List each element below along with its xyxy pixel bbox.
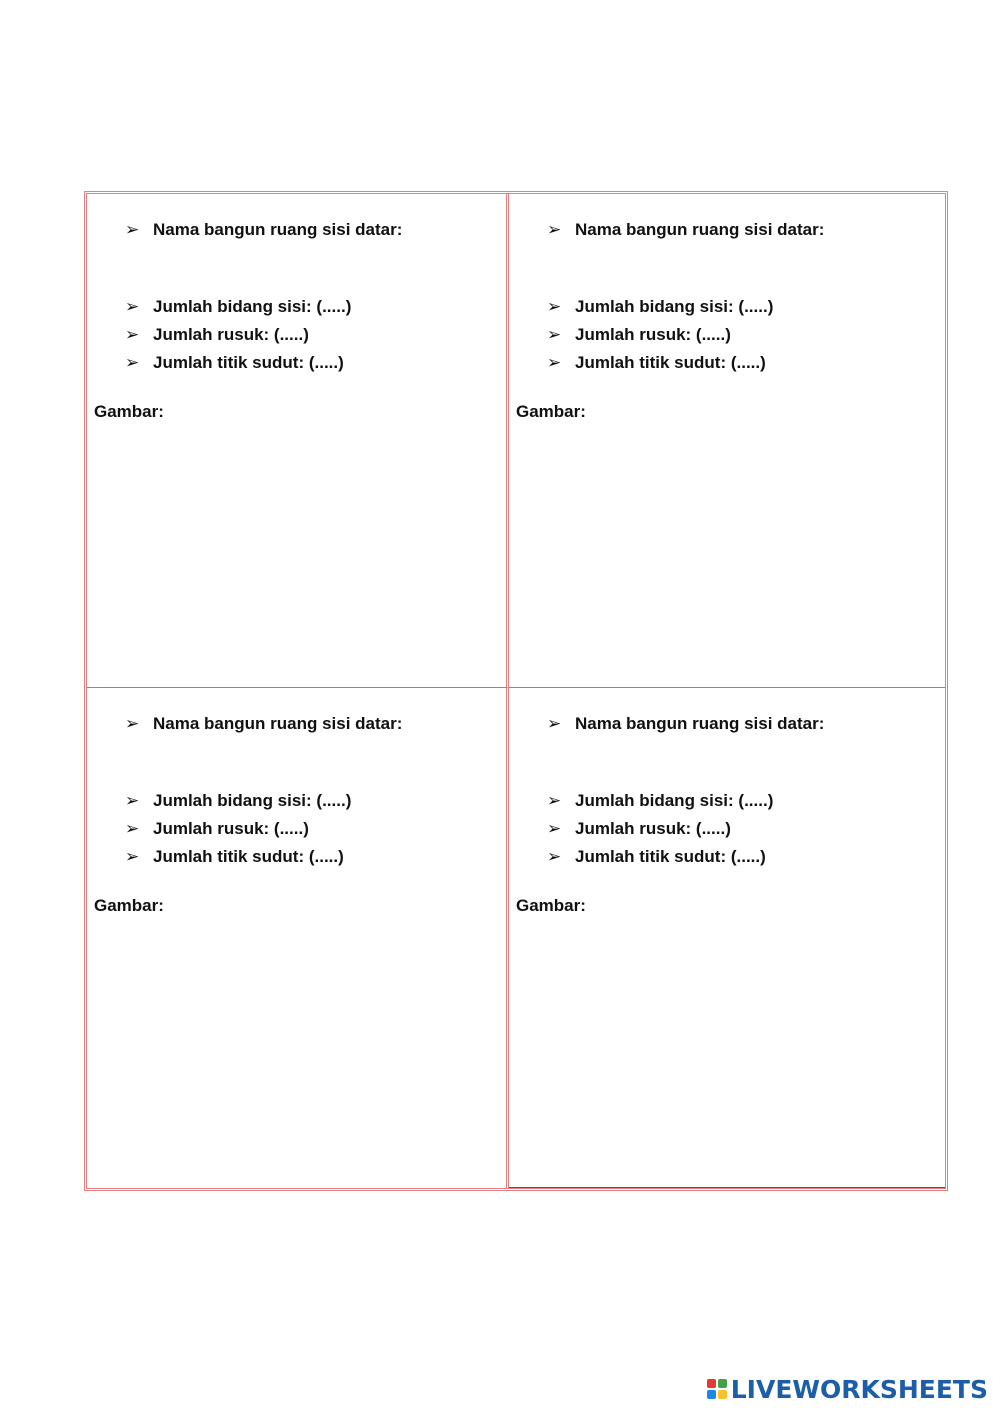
arrow-bullet-icon: ➢ — [547, 847, 562, 866]
edge-count-label: Jumlah rusuk: (.....) — [575, 819, 731, 838]
edge-count-item — [547, 819, 731, 839]
shape-name-label: Nama bangun ruang sisi datar: — [575, 220, 825, 239]
picture-label: Gambar: — [516, 896, 586, 915]
vertex-count-label: Jumlah titik sudut: (.....) — [575, 847, 766, 866]
arrow-bullet-icon: ➢ — [125, 297, 140, 316]
arrow-bullet-icon: ➢ — [125, 791, 140, 810]
card-top-left — [87, 194, 509, 688]
arrow-bullet-icon: ➢ — [547, 325, 562, 344]
shape-name-label: Nama bangun ruang sisi datar: — [153, 714, 403, 733]
edge-count-label: Jumlah rusuk: (.....) — [153, 819, 309, 838]
arrow-bullet-icon: ➢ — [547, 819, 562, 838]
vertex-count-item — [547, 847, 766, 867]
edge-count-label: Jumlah rusuk: (.....) — [153, 325, 309, 344]
face-count-label: Jumlah bidang sisi: (.....) — [153, 297, 352, 316]
liveworksheets-logo-icon — [707, 1379, 727, 1399]
arrow-bullet-icon: ➢ — [125, 220, 140, 239]
face-count-item — [125, 791, 351, 811]
arrow-bullet-icon: ➢ — [547, 791, 562, 810]
arrow-bullet-icon: ➢ — [125, 714, 140, 733]
arrow-bullet-icon: ➢ — [125, 353, 140, 372]
arrow-bullet-icon: ➢ — [125, 325, 140, 344]
vertex-count-item — [125, 353, 344, 373]
face-count-label: Jumlah bidang sisi: (.....) — [575, 791, 774, 810]
arrow-bullet-icon: ➢ — [547, 220, 562, 239]
arrow-bullet-icon: ➢ — [125, 819, 140, 838]
logo-text: LIVEWORKSHEETS — [730, 1374, 988, 1404]
edge-count-label: Jumlah rusuk: (.....) — [575, 325, 731, 344]
logo-square-blue — [707, 1390, 716, 1399]
arrow-bullet-icon: ➢ — [547, 714, 562, 733]
shape-name-item — [547, 220, 824, 240]
arrow-bullet-icon: ➢ — [547, 353, 562, 372]
logo-square-red — [707, 1379, 716, 1388]
face-count-label: Jumlah bidang sisi: (.....) — [153, 791, 352, 810]
vertex-count-label: Jumlah titik sudut: (.....) — [153, 847, 344, 866]
vertex-count-label: Jumlah titik sudut: (.....) — [575, 353, 766, 372]
vertex-count-item — [547, 353, 766, 373]
shape-name-item — [125, 714, 402, 734]
arrow-bullet-icon: ➢ — [125, 847, 140, 866]
edge-count-item — [547, 325, 731, 345]
liveworksheets-logo — [707, 1374, 988, 1404]
shape-name-label: Nama bangun ruang sisi datar: — [153, 220, 403, 239]
shape-name-item — [125, 220, 402, 240]
shape-name-label: Nama bangun ruang sisi datar: — [575, 714, 825, 733]
logo-square-yellow — [718, 1390, 727, 1399]
logo-square-green — [718, 1379, 727, 1388]
card-bottom-left — [87, 688, 509, 1188]
arrow-bullet-icon: ➢ — [547, 297, 562, 316]
picture-label: Gambar: — [516, 402, 586, 421]
face-count-item — [125, 297, 351, 317]
card-top-right — [509, 194, 945, 688]
edge-count-item — [125, 819, 309, 839]
vertex-count-label: Jumlah titik sudut: (.....) — [153, 353, 344, 372]
shape-name-item — [547, 714, 824, 734]
face-count-label: Jumlah bidang sisi: (.....) — [575, 297, 774, 316]
picture-label: Gambar: — [94, 896, 164, 915]
vertex-count-item — [125, 847, 344, 867]
card-bottom-right — [509, 688, 945, 1188]
face-count-item — [547, 791, 773, 811]
worksheet-table — [84, 191, 948, 1191]
face-count-item — [547, 297, 773, 317]
picture-label: Gambar: — [94, 402, 164, 421]
edge-count-item — [125, 325, 309, 345]
